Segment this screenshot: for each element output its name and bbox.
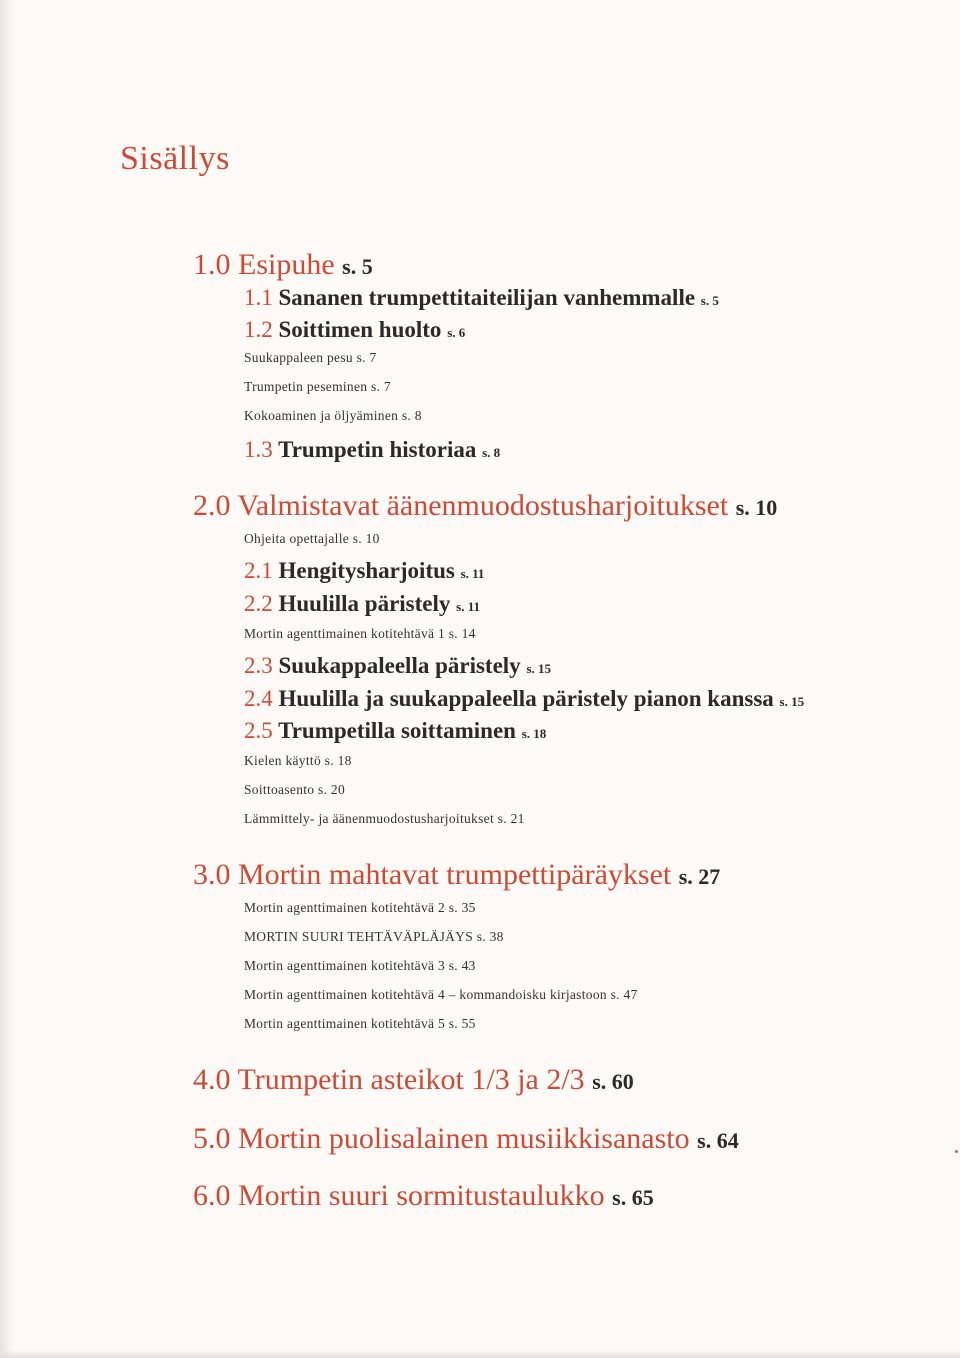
section-page: s. 65 [612, 1185, 654, 1210]
section-page: s. 11 [460, 566, 485, 581]
toc-section-1-2[interactable] [244, 318, 465, 341]
toc-section-2-3[interactable] [244, 654, 551, 677]
section-label: Mortin suuri sormitustaulukko [238, 1179, 605, 1212]
toc-item-kokoaminen[interactable]: Kokoaminen ja öljyäminen s. 8 [244, 408, 422, 423]
toc-item-kielen-kaytto[interactable]: Kielen käyttö s. 18 [244, 753, 352, 768]
section-page: s. 18 [521, 726, 547, 741]
section-number: 4.0 [193, 1063, 231, 1096]
section-number: 5.0 [193, 1122, 231, 1155]
toc-item-lammittely[interactable]: Lämmittely- ja äänenmuodostusharjoitukset s. 21 [244, 811, 525, 826]
section-page: s. 5 [342, 254, 373, 279]
section-label: Trumpetilla soittaminen [278, 718, 516, 743]
toc-section-1-1[interactable] [244, 286, 719, 309]
section-label: Esipuhe [238, 248, 335, 281]
section-page: s. 5 [700, 293, 719, 308]
section-page: s. 15 [526, 661, 551, 676]
section-number: 2.2 [244, 591, 273, 616]
toc-item-soittoasento[interactable]: Soittoasento s. 20 [244, 782, 346, 797]
page-title: Sisällys [120, 140, 230, 177]
section-number: 1.1 [244, 285, 273, 310]
section-number: 2.4 [244, 686, 273, 711]
section-label: Huulilla ja suukappaleella päristely pianon kanssa [278, 686, 774, 711]
section-page: s. 15 [779, 694, 805, 709]
section-number: 2.1 [244, 558, 273, 583]
toc-item-kotitehtava-5[interactable]: Mortin agenttimainen kotitehtävä 5 s. 55 [244, 1016, 476, 1031]
section-label: Valmistavat äänenmuodostusharjoitukset [237, 489, 729, 522]
toc-section-2[interactable] [193, 491, 777, 521]
section-number: 3.0 [193, 858, 231, 891]
section-label: Soittimen huolto [278, 317, 442, 342]
toc-section-1[interactable] [193, 250, 373, 280]
section-number: 1.0 [193, 248, 231, 281]
section-label: Huulilla päristely [278, 591, 451, 616]
section-page: s. 6 [447, 325, 466, 340]
toc-item-trumpetin-peseminen[interactable]: Trumpetin peseminen s. 7 [244, 379, 391, 394]
section-page: s. 8 [482, 445, 501, 460]
toc-item-kotitehtava-2[interactable]: Mortin agenttimainen kotitehtävä 2 s. 35 [244, 900, 476, 915]
section-number: 2.5 [244, 718, 273, 743]
toc-item-kotitehtava-4[interactable]: Mortin agenttimainen kotitehtävä 4 – kommandoisku kirjastoon s. 47 [244, 987, 638, 1002]
section-label: Trumpetin historiaa [278, 437, 477, 462]
section-label: Suukappaleella päristely [278, 653, 521, 678]
section-page: s. 64 [697, 1128, 739, 1153]
toc-section-4[interactable] [193, 1065, 634, 1095]
section-page: s. 27 [678, 864, 721, 889]
toc-section-1-3[interactable] [244, 438, 500, 461]
toc-section-2-4[interactable] [244, 687, 804, 710]
page-edge-shadow [0, 0, 14, 1358]
section-label: Hengitysharjoitus [278, 558, 455, 583]
section-number: 1.3 [244, 437, 273, 462]
page-bottom-shadow [0, 1350, 960, 1358]
section-page: s. 11 [456, 599, 480, 614]
section-page: s. 10 [735, 495, 778, 520]
section-number: 6.0 [193, 1179, 231, 1212]
section-label: Mortin puolisalainen musiikkisanasto [238, 1122, 690, 1155]
section-number: 1.2 [244, 317, 273, 342]
section-number: 2.3 [244, 653, 273, 678]
toc-section-2-1[interactable] [244, 559, 484, 582]
toc-item-kotitehtava-3[interactable]: Mortin agenttimainen kotitehtävä 3 s. 43 [244, 958, 476, 973]
toc-item-tehtavaplajays[interactable]: MORTIN SUURI TEHTÄVÄPLÄJÄYS s. 38 [244, 929, 504, 944]
toc-section-2-5[interactable] [244, 719, 546, 742]
toc-item-kotitehtava-1[interactable]: Mortin agenttimainen kotitehtävä 1 s. 14 [244, 626, 476, 641]
toc-item-suukappaleen-pesu[interactable]: Suukappaleen pesu s. 7 [244, 350, 377, 365]
section-label: Trumpetin asteikot 1/3 ja 2/3 [237, 1063, 585, 1096]
section-label: Sananen trumpettitaiteilijan vanhemmalle [278, 285, 696, 310]
margin-speck [955, 1150, 958, 1153]
toc-section-3[interactable] [193, 860, 720, 890]
toc-section-2-2[interactable] [244, 592, 480, 615]
section-number: 2.0 [193, 489, 231, 522]
toc-section-6[interactable] [193, 1181, 654, 1211]
toc-item-ohjeita-opettajalle[interactable]: Ohjeita opettajalle s. 10 [244, 531, 380, 546]
section-label: Mortin mahtavat trumpettipäräykset [238, 858, 672, 891]
section-page: s. 60 [592, 1069, 634, 1094]
toc-section-5[interactable] [193, 1124, 739, 1154]
